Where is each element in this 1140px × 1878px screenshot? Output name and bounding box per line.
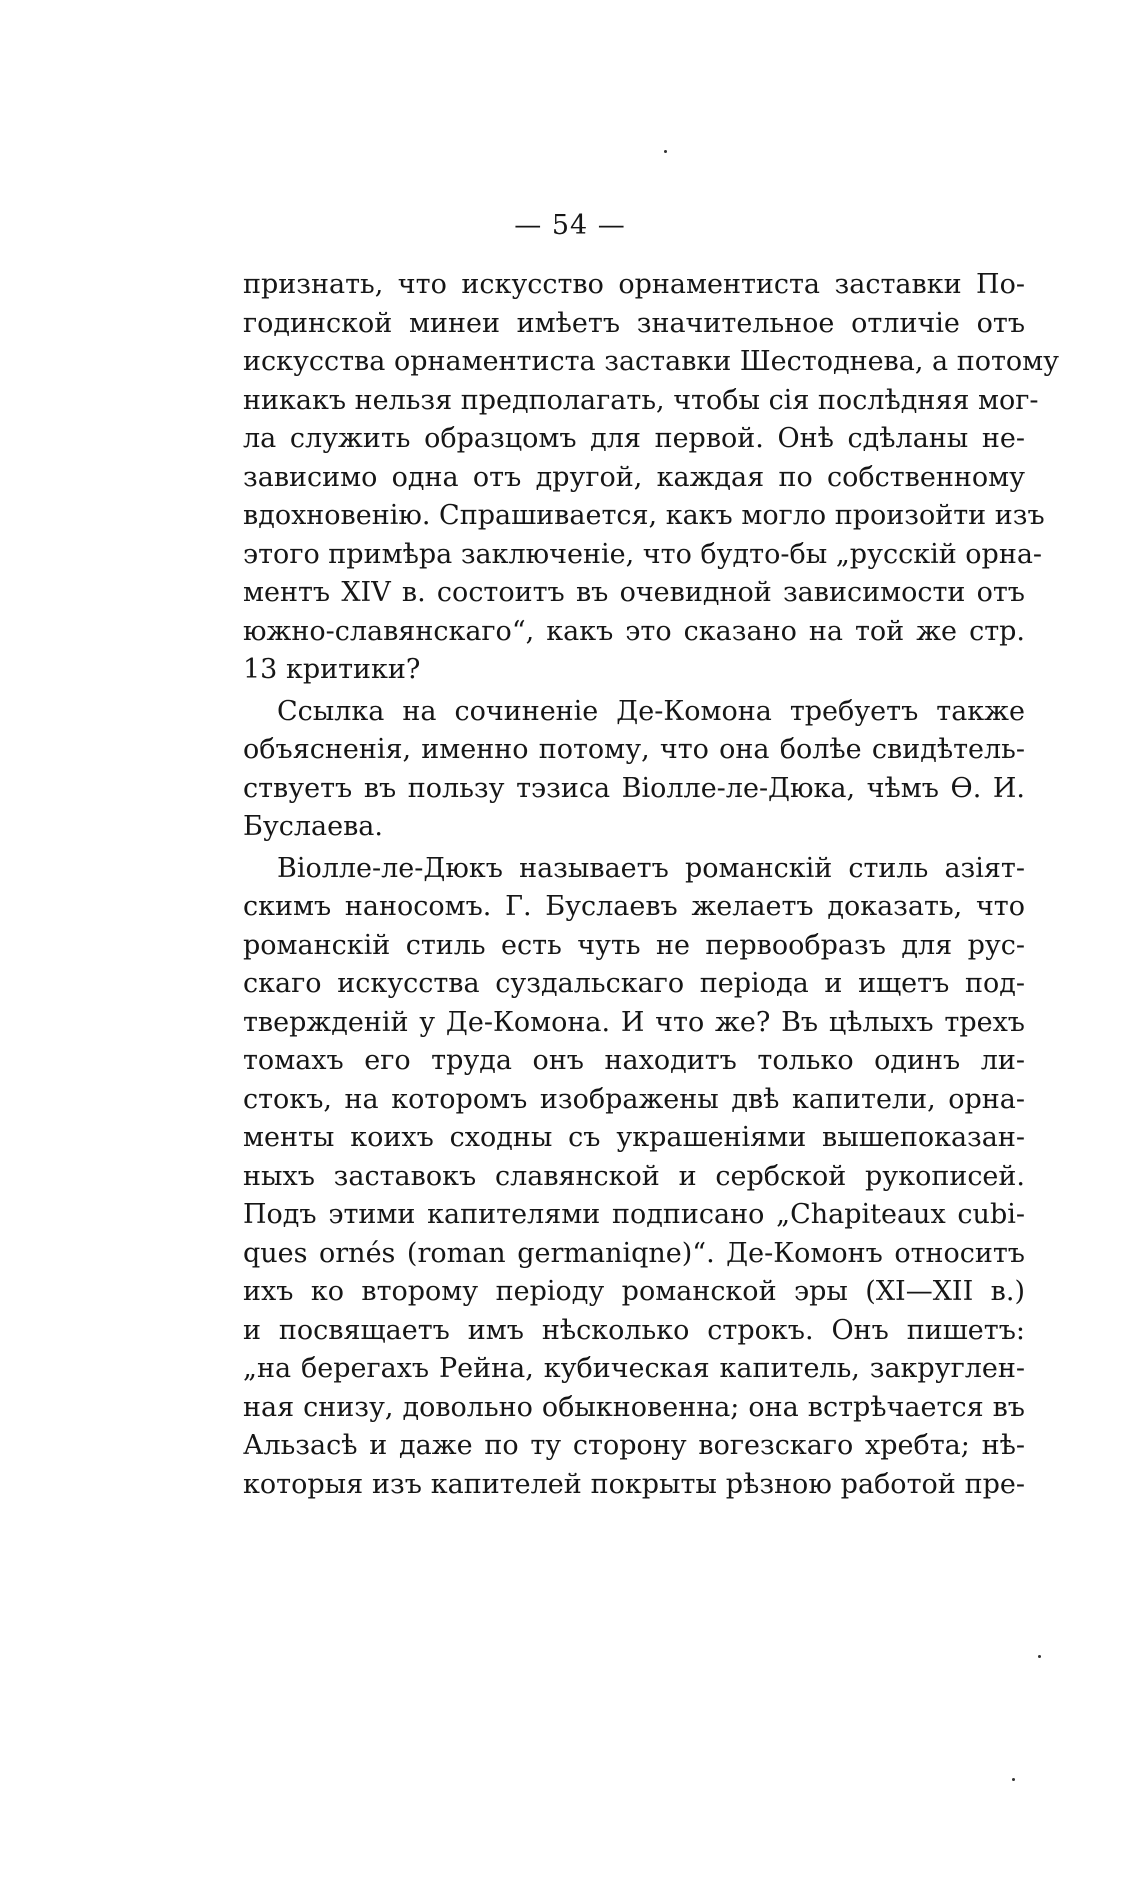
- text-line: стокъ, на которомъ изображены двѣ капители, орна-: [243, 1083, 1025, 1115]
- text-line: и посвящаетъ имъ нѣсколько строкъ. Онъ пишетъ:: [243, 1314, 1025, 1346]
- text-line: ная снизу, довольно обыкновенна; она встрѣчается въ: [243, 1391, 1025, 1423]
- scan-speck: [664, 150, 667, 153]
- text-line: объясненія, именно потому, что она болѣе свидѣтель-: [243, 734, 1025, 765]
- text-line: которыя изъ капителей покрыты рѣзною работой пре-: [243, 1468, 1025, 1500]
- paragraph: [243, 266, 1060, 690]
- text-line: южно-славянскаго“, какъ это сказано на той же стр.: [243, 615, 1025, 647]
- text-line: искусства орнаментиста заставки Шестоднева, а потому: [243, 346, 1060, 377]
- text-line: Подъ этими капителями подписано „Chapiteaux cubi-: [243, 1199, 1025, 1230]
- paragraph: [243, 850, 1025, 1505]
- text-line: никакъ нельзя предполагать, чтобы сія послѣдняя мог-: [243, 384, 1039, 416]
- text-line: „на берегахъ Рейна, кубическая капитель, закруглен-: [243, 1353, 1025, 1384]
- scan-speck: [1038, 1655, 1041, 1658]
- text-line: вдохновенію. Спрашивается, какъ могло произойти изъ: [243, 500, 1045, 531]
- text-line: зависимо одна отъ другой, каждая по собственному: [243, 461, 1025, 493]
- scan-speck: [1012, 1778, 1015, 1781]
- text-line: ныхъ заставокъ славянской и сербской рукописей.: [243, 1160, 1025, 1192]
- text-line: ствуетъ въ пользу тэзиса Віолле-ле-Дюка, чѣмъ Ѳ. И.: [243, 772, 1025, 804]
- body-text: [243, 266, 1060, 1504]
- text-line: признать, что искусство орнаментиста заставки По-: [243, 269, 1025, 300]
- text-line: скимъ наносомъ. Г. Буслаевъ желаетъ доказать, что: [243, 891, 1025, 922]
- text-line: ques ornés (roman germaniqne)“. Де-Комонъ относитъ: [243, 1237, 1025, 1269]
- text-line: этого примѣра заключеніе, что будто-бы „русскій орна-: [243, 538, 1043, 570]
- text-line: романскій стиль есть чуть не первообразъ для рус-: [243, 929, 1025, 961]
- text-line: 13 критики?: [243, 654, 421, 685]
- text-line: Буслаева.: [243, 811, 383, 842]
- text-line: Альзасѣ и даже по ту сторону вогезскаго хребта; нѣ-: [243, 1430, 1025, 1461]
- paragraph: [243, 693, 1025, 847]
- text-line: томахъ его труда онъ находитъ только одинъ ли-: [243, 1045, 1025, 1076]
- text-line: ла служить образцомъ для первой. Онѣ сдѣланы не-: [243, 423, 1025, 454]
- page-number: — 54 —: [514, 210, 626, 241]
- text-line: Віолле-ле-Дюкъ называетъ романскій стиль азіят-: [277, 852, 1025, 884]
- text-line: ментъ XIV в. состоитъ въ очевидной зависимости отъ: [243, 577, 1025, 608]
- text-line: менты коихъ сходны съ украшеніями вышепоказан-: [243, 1122, 1025, 1153]
- text-line: Ссылка на сочиненіе Де-Комона требуетъ также: [277, 695, 1025, 727]
- text-line: ихъ ко второму періоду романской эры (XI—XII в.): [243, 1276, 1025, 1307]
- text-line: твержденій у Де-Комона. И что же? Въ цѣлыхъ трехъ: [243, 1006, 1025, 1038]
- text-line: годинской минеи имѣетъ значительное отличіе отъ: [243, 307, 1025, 339]
- text-line: скаго искусства суздальскаго періода и ищетъ под-: [243, 968, 1025, 999]
